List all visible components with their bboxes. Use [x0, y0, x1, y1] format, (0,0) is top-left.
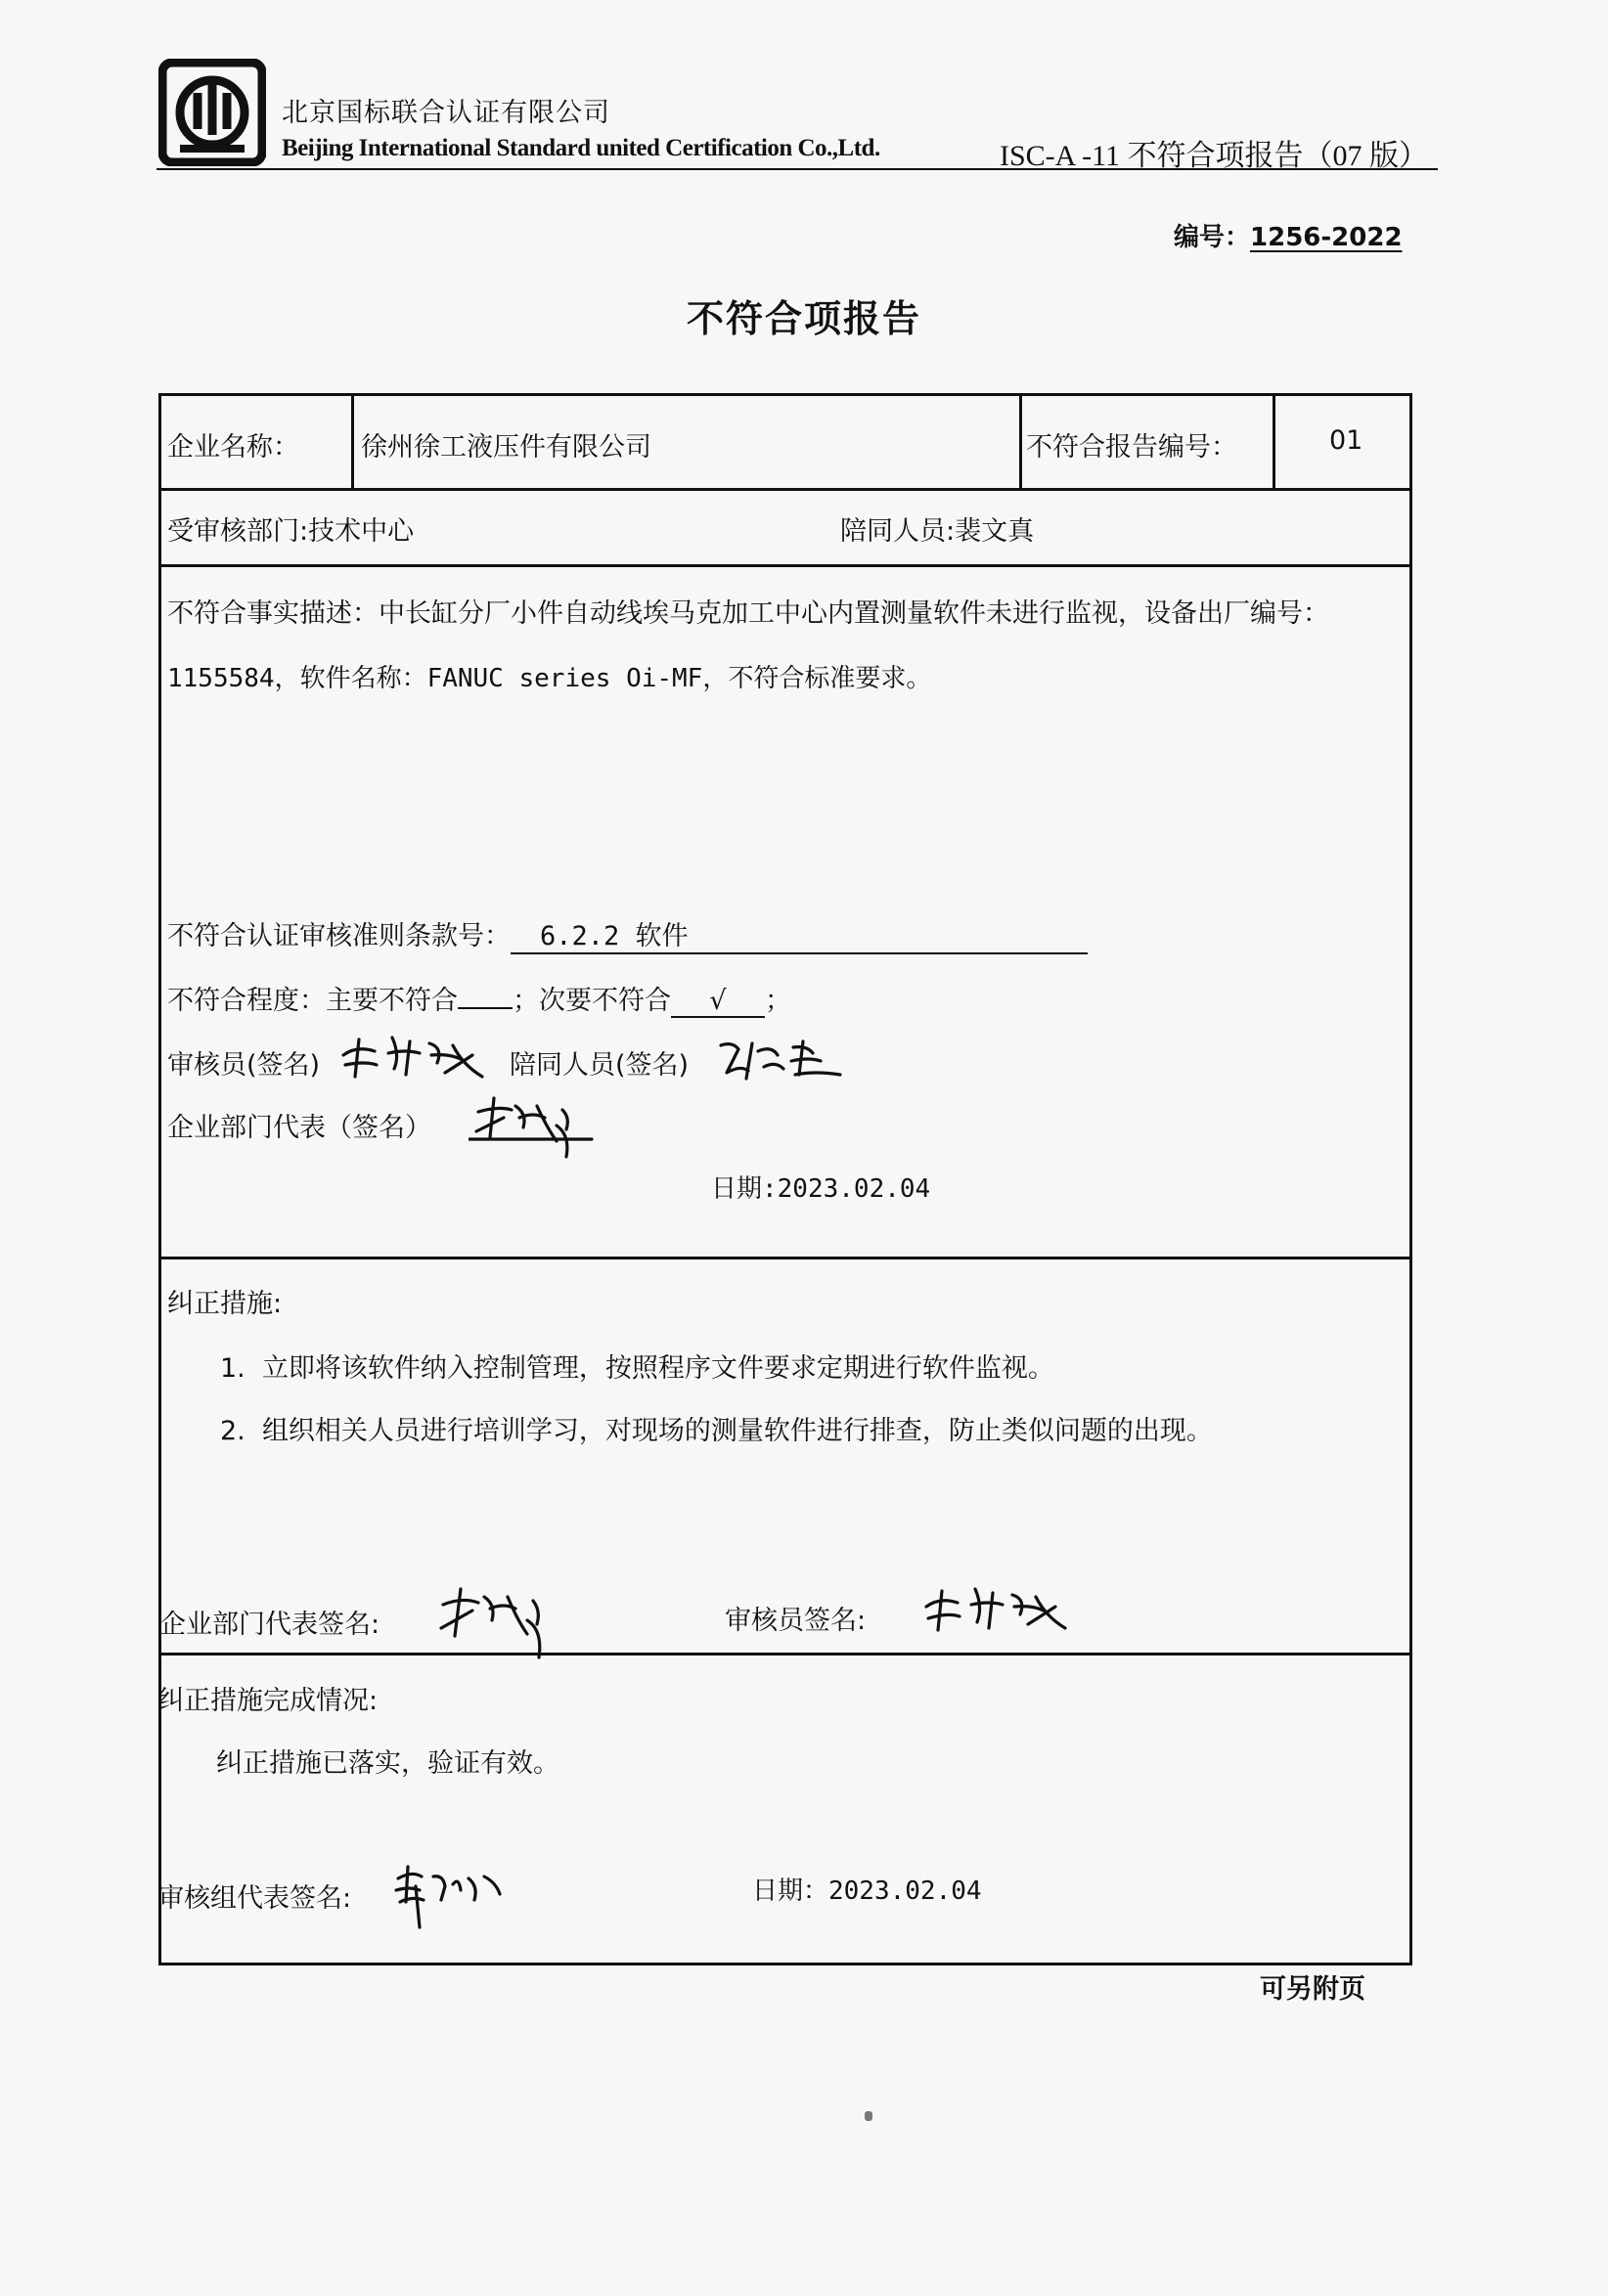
company-name-cn: 北京国标联合认证有限公司: [282, 98, 610, 128]
footer-note: 可另附页: [1260, 1974, 1365, 2005]
serial-value: 1256-2022: [1250, 223, 1403, 252]
serial-label: 编号：: [1174, 223, 1251, 252]
cell-divider: [1273, 396, 1275, 488]
degree-separator: ；: [513, 986, 539, 1016]
header-divider: [156, 168, 1438, 170]
report-form: [158, 393, 1412, 1965]
major-mark: [458, 1007, 513, 1009]
corrective-item-1: [220, 1347, 1054, 1385]
clause-row: [167, 914, 1088, 954]
team-signature: [390, 1857, 508, 1931]
rep-sign-label: 企业部门代表（签名）: [167, 1113, 431, 1143]
corrective-item-text: 组织相关人员进行培训学习，对现场的测量软件进行排查，防止类似问题的出现。: [261, 1416, 1213, 1446]
corrective-item-num: 1.: [220, 1353, 246, 1384]
page-title: 不符合项报告: [686, 297, 921, 340]
company-name-en: Beijing International Standard united Certification Co.,Ltd.: [282, 135, 880, 161]
auditor-sign-label: 审核员(签名): [167, 1050, 321, 1081]
clause-label: 不符合认证审核准则条款号：: [167, 921, 511, 951]
company-label: 企业名称：: [167, 432, 299, 463]
report-no-label: 不符合报告编号：: [1026, 432, 1237, 463]
degree-row: [167, 979, 791, 1018]
cell-divider: [1019, 396, 1022, 488]
row-divider: [161, 564, 1409, 567]
corrective-title: 纠正措施:: [167, 1289, 283, 1319]
description-line-2: 1155584，软件名称：FANUC series Oi-MF，不符合标准要求。: [167, 664, 932, 693]
completion-title: 纠正措施完成情况:: [157, 1686, 379, 1716]
report-no-value: 01: [1329, 425, 1363, 456]
auditor-signature: [335, 1026, 492, 1082]
degree-label: 不符合程度：: [167, 986, 326, 1016]
corrective-rep-signature: [433, 1575, 570, 1663]
row-divider: [161, 1653, 1409, 1656]
company-value: 徐州徐工液压件有限公司: [361, 432, 651, 463]
corrective-auditor-signature: [918, 1577, 1075, 1636]
sign-date: 日期:2023.02.04: [711, 1174, 931, 1204]
rep-signature: [469, 1088, 596, 1167]
description-line-1: 不符合事实描述：中长缸分厂小件自动线埃马克加工中心内置测量软件未进行监视，设备出厂编号：: [167, 598, 1329, 629]
corrective-rep-sign-label: 企业部门代表签名:: [159, 1610, 380, 1640]
corrective-item-num: 2.: [220, 1416, 246, 1446]
row-divider: [161, 1257, 1409, 1259]
accompanying-person: 陪同人员:裴文真: [840, 516, 1035, 547]
major-label: 主要不符合: [326, 986, 458, 1016]
degree-end: ；: [765, 986, 791, 1016]
completion-date: 日期：2023.02.04: [752, 1877, 982, 1906]
cell-divider: [351, 396, 354, 488]
corrective-item-2: [220, 1409, 1213, 1447]
serial-number: [1174, 217, 1403, 253]
minor-mark: √: [671, 986, 765, 1018]
scan-speck: [865, 2111, 872, 2121]
form-code: ISC-A -11 不符合项报告（07 版）: [1000, 140, 1429, 172]
team-sign-label: 审核组代表签名:: [157, 1883, 352, 1914]
row-divider: [161, 488, 1409, 491]
audited-department: 受审核部门:技术中心: [167, 516, 415, 547]
corrective-auditor-sign-label: 审核员签名:: [725, 1606, 867, 1636]
corrective-item-text: 立即将该软件纳入控制管理，按照程序文件要求定期进行软件监视。: [261, 1353, 1054, 1384]
completion-text: 纠正措施已落实，验证有效。: [216, 1748, 559, 1779]
clause-value: 6.2.2 软件: [511, 914, 1088, 954]
companion-sign-label: 陪同人员(签名): [510, 1050, 690, 1081]
companion-signature: [713, 1032, 850, 1084]
isc-logo-icon: [158, 59, 266, 166]
minor-label: 次要不符合: [539, 986, 671, 1016]
